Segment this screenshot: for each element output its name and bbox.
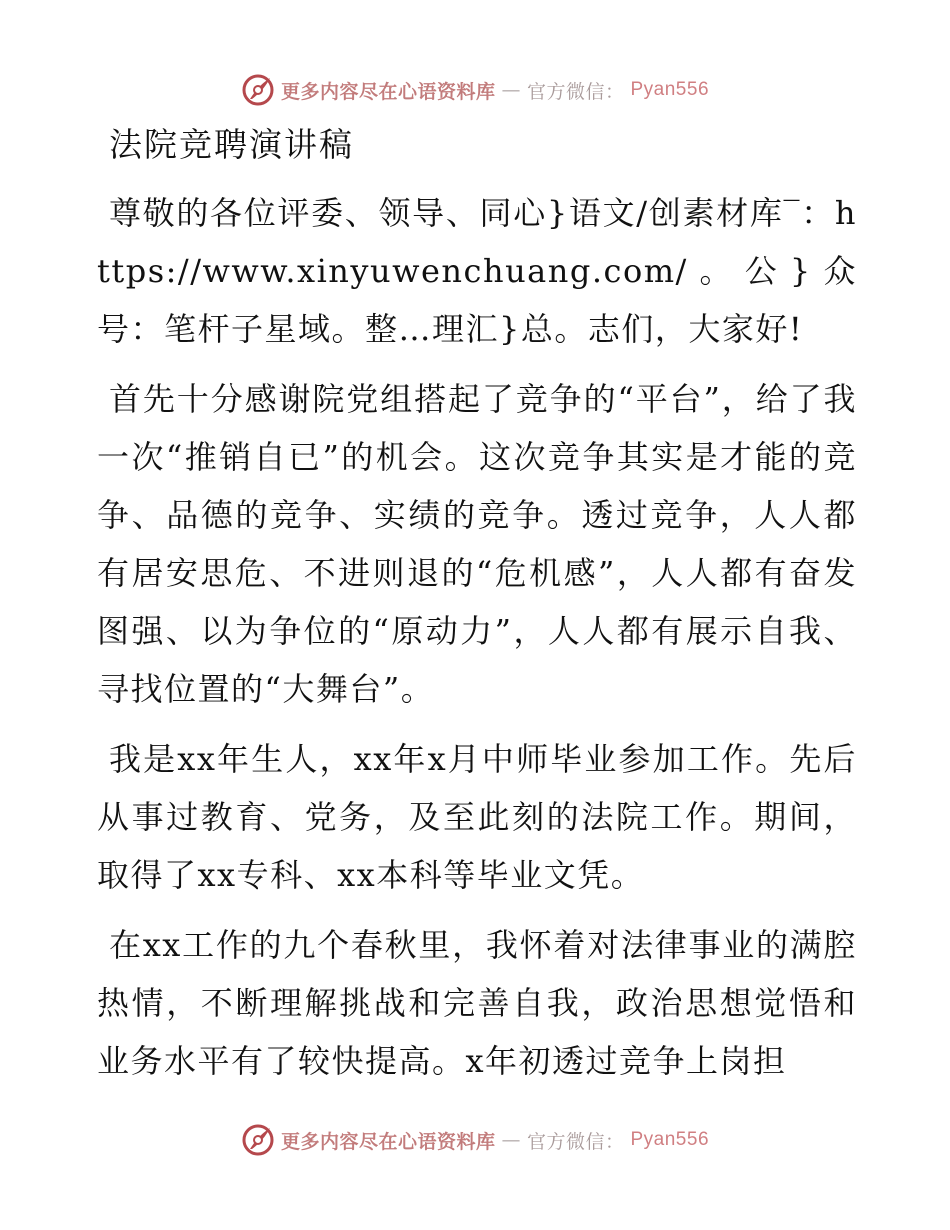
document-title: 法院竞聘演讲稿	[109, 125, 354, 164]
watermark-dash: —	[501, 79, 521, 101]
watermark-official-label: 官方微信：	[526, 80, 625, 103]
quill-logo-icon	[241, 73, 275, 107]
header-watermark	[0, 70, 950, 110]
document-body	[97, 118, 857, 1102]
watermark-dash: —	[501, 1129, 521, 1151]
footer-watermark	[0, 1120, 950, 1160]
paragraph-thanks: 首先十分感谢院党组搭起了竞争的“平台”，给了我一次“推销自已”的机会。这次竞争其实是才能的竞争、品德的竞争、实绩的竞争。透过竞争，人人都有居安思危、不进则退的“危机感”，人人都有奋发图强、以为争位的“原动力”，人人都有展示自我、寻找位置的“大舞台”。	[97, 380, 857, 708]
quill-logo-icon	[241, 1123, 275, 1157]
watermark-wechat-id: Pyan556	[630, 1129, 710, 1150]
paragraph-greeting: 尊敬的各位评委、领导、同心}语文/创素材库‾：https://www.xinyuwenchuang.com/。公}众号：笔杆子星域。整…理汇}总。志们，大家好!	[97, 194, 857, 348]
watermark-brand: 更多内容尽在心语资料库	[280, 1130, 496, 1153]
watermark-brand: 更多内容尽在心语资料库	[280, 80, 496, 103]
watermark-wechat-id: Pyan556	[630, 79, 710, 100]
watermark-official-label: 官方微信：	[526, 1130, 625, 1153]
paragraph-work-experience: 在xx工作的九个春秋里，我怀着对法律事业的满腔热情，不断理解挑战和完善自我，政治思想觉悟和业务水平有了较快提高。x年初透过竞争上岗担	[97, 926, 857, 1080]
paragraph-background: 我是xx年生人，xx年x月中师毕业参加工作。先后从事过教育、党务，及至此刻的法院工作。期间，取得了xx专科、xx本科等毕业文凭。	[97, 740, 857, 894]
